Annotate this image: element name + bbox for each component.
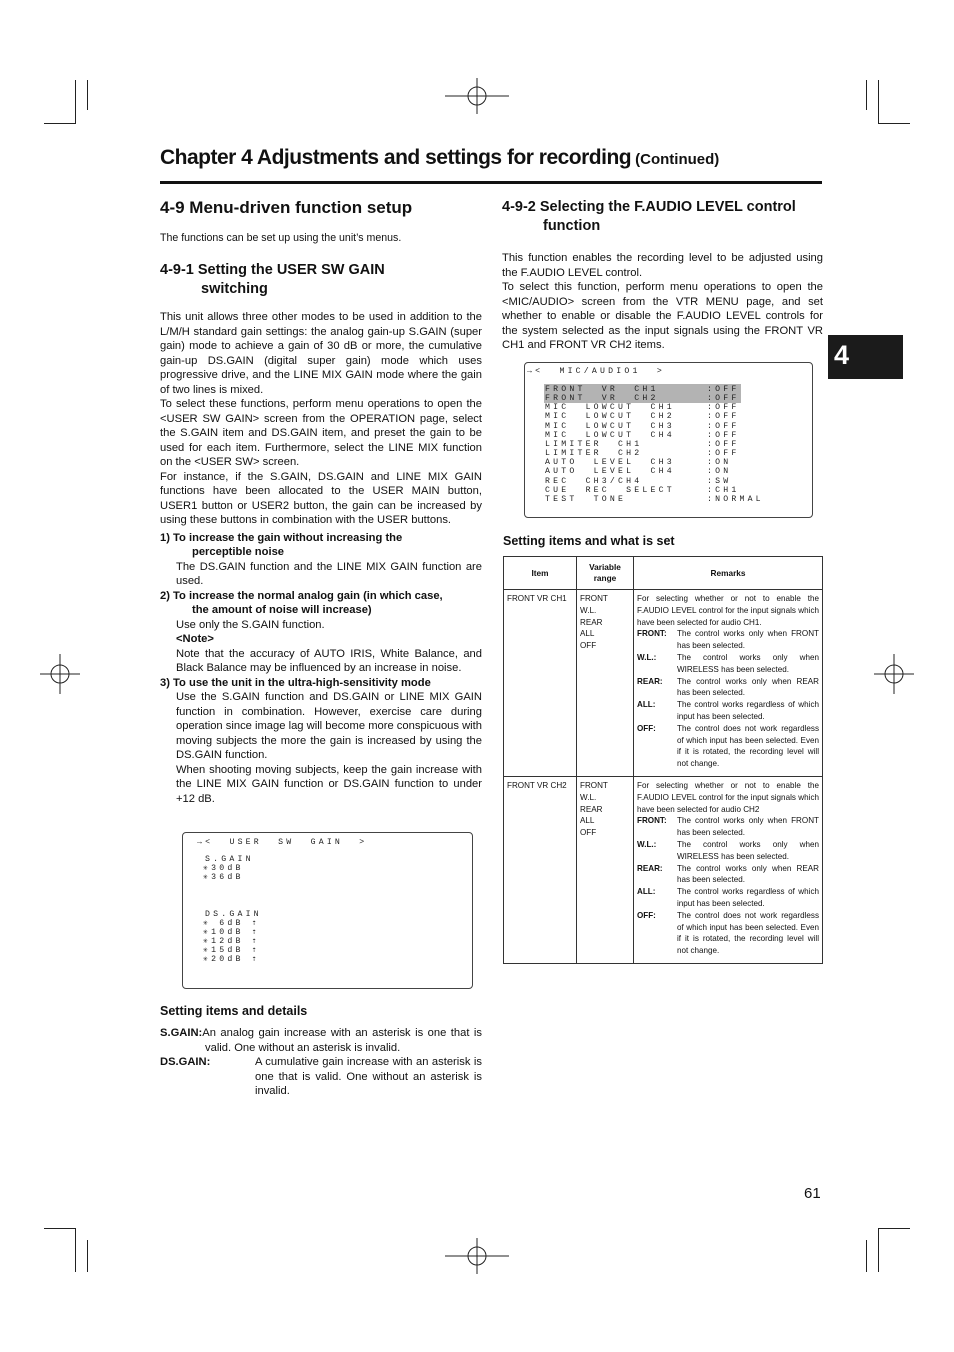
sgain-value: ✳36dB [203,873,244,882]
item1-heading-a: 1) To increase the gain without increasing the [160,531,403,544]
list-item [160,589,482,676]
detail-sgain-key: S.GAIN: [160,1027,203,1039]
range-option: FRONT [580,594,608,603]
range-option: OFF [580,828,597,838]
screen-row-item: MIC LOWCUT CH1 [545,403,675,413]
remark-key: OFF: [637,723,656,733]
remarks-intro: For selecting whether or not to enable the F.AUDIO LEVEL control for the input signals which have been selected for audio CH1. [637,594,819,627]
subsection-title-line1: 4-9-2 Selecting the F.AUDIO LEVEL control [502,199,796,215]
remark-entry [637,676,819,700]
remark-key: W.L.: [637,839,657,849]
screen-title: →< USER SW GAIN > [197,838,368,847]
range-option: OFF [580,641,597,651]
remarks-intro: For selecting whether or not to enable the F.AUDIO LEVEL control for the input signals which have been selected for audio CH2 [637,780,819,814]
screen-title: →< MIC/AUDIO1 > [527,367,665,376]
dsgain-value: ✳12dB ⇡ [203,937,260,946]
subsection-title-f-audio [502,198,823,236]
page-number: 61 [804,1185,821,1202]
right-column [502,198,823,353]
item1-heading-b: perceptible noise [192,546,285,558]
screen-row-item: REC CH3/CH4 [545,476,643,486]
item2-heading-a: 2) To increase the normal analog gain (in which case, [160,589,443,602]
cell-remarks [634,590,823,777]
subsection-title-line2: function [543,218,601,234]
chapter-title: Chapter 4 Adjustments and settings for recording [160,146,632,169]
screen-row-value: :SW [707,476,732,486]
left-column [160,198,482,806]
remark-key: ALL: [637,700,656,710]
screen-row-item: FRONT VR CH2 [545,394,659,404]
cell-item: FRONT VR CH1 [504,590,577,777]
range-option: REAR [580,804,603,814]
subsection-title-user-sw-gain [160,261,482,299]
screen-row-value: :OFF [707,449,740,459]
range-option: FRONT [580,780,608,790]
table-header-row [504,557,823,590]
item2-note-label: <Note> [176,633,214,645]
sgain-value: ✳30dB [203,864,244,873]
remark-key: W.L.: [637,652,657,662]
remark-key: FRONT: [637,816,667,826]
screen-row-item: AUTO LEVEL CH3 [545,458,675,468]
remark-entry [637,723,819,770]
paragraph-f-audio-intro: This function enables the recording level to be adjusted using the F.AUDIO LEVEL control. [502,252,823,279]
details-title: Setting items and details [160,1004,308,1018]
screen-row-item: LIMITER CH1 [545,439,643,449]
screen-row-item: MIC LOWCUT CH2 [545,412,675,422]
remark-text: The control works only when FRONT has been selected. [677,629,819,651]
range-option: W.L. [580,605,597,615]
cell-variable-range [577,776,634,963]
screen-row-item: TEST TONE [545,494,627,504]
item1-heading [160,531,482,560]
remark-text: The control works only when WIRELESS has been selected. [677,652,819,674]
remark-key: OFF: [637,910,656,920]
screen-row-item: LIMITER CH2 [545,449,643,459]
cell-variable-range [577,590,634,777]
registration-mark-bottom [445,1238,509,1274]
remark-key: REAR: [637,676,663,686]
paragraph-f-audio-select: To select this function, perform menu operations to open the <MIC/AUDIO> screen from the VTR MENU page, and set whether to enable or disable the F.AUDIO LEVEL controls for the system selected as the input signals using the FRONT VR CH1 and FRONT VR CH2 items. [502,281,823,351]
remark-entry [637,815,819,839]
remark-text: The control does not work regardless of which input has been selected. Even if it is rotated, the recording level will not change. [677,723,819,769]
screen-row-value: :ON [707,458,732,468]
item2-body: Use only the S.GAIN function. [176,618,325,631]
screen-row-value: :CH1 [707,485,740,495]
remark-key: ALL: [637,887,656,897]
screen-row-value: :OFF [707,385,740,394]
remark-entry [637,839,819,863]
screen-row-value: :OFF [707,430,740,440]
range-option: ALL [580,629,595,639]
item3-heading: 3) To use the unit in the ultra-high-sensitivity mode [160,676,431,689]
item3-body-1: Use the S.GAIN function and DS.GAIN or LINE MIX GAIN function in combination. However, exercise care during operation since image lag will become more conspicuous with moving subjects the more the gain is increased by using the DS.GAIN function. [176,691,482,761]
remark-text: The control works regardless of which input has been selected. [677,700,819,721]
setting-details [160,1004,482,1099]
dsgain-value: ✳10dB ⇡ [203,928,260,937]
remark-entry [637,699,819,723]
detail-dsgain-text: A cumulative gain increase with an asterisk is one that is valid. One without an asterisk is invalid. [255,1056,482,1097]
remark-text: The control does not work regardless of which input has been selected. Even if it is rotated, the recording level will not change. [677,910,819,956]
screen-row-value: :OFF [707,412,740,422]
screen-row-item: AUTO LEVEL CH4 [545,467,675,477]
dsgain-label: DS.GAIN [205,910,262,919]
cell-remarks [634,776,823,963]
registration-mark-left [40,654,80,694]
chapter-tab [828,335,903,379]
item2-heading [160,589,482,618]
header-remarks: Remarks [634,557,823,590]
item1-body: The DS.GAIN function and the LINE MIX GAIN function are used. [176,560,482,587]
section-intro: The functions can be set up using the unit’s menus. [160,232,402,244]
table-title: Setting items and what is set [503,534,675,548]
subsection-title-line1: 4-9-1 Setting the USER SW GAIN [160,262,385,278]
screen-row-value: :ON [707,467,732,477]
dsgain-value: ✳20dB ⇡ [203,955,260,964]
cell-item: FRONT VR CH2 [504,776,577,963]
screen-row-item: MIC LOWCUT CH4 [545,430,675,440]
remark-text: The control works only when WIRELESS has been selected. [677,839,819,861]
screen-row-item: MIC LOWCUT CH3 [545,421,675,431]
table-row [504,590,823,777]
detail-sgain [160,1026,482,1055]
continued-label: (Continued) [635,151,720,168]
range-option: REAR [580,617,603,627]
sgain-label: S.GAIN [205,855,254,864]
screen-row-value: :OFF [707,421,740,431]
remark-entry [637,910,819,957]
header-item: Item [504,557,577,590]
paragraph-instance: For instance, if the S.GAIN, DS.GAIN and LINE MIX GAIN functions have been allocated to the USER MAIN button, USER1 button or USER2 button, the gain can be increased by using these buttons in combination with the USER buttons. [160,470,482,526]
screen-row-value: :OFF [707,403,740,413]
remark-entry [637,652,819,676]
screen-row-item: CUE REC SELECT [545,485,675,495]
range-option: ALL [580,816,595,826]
registration-mark-right [874,654,914,694]
list-item [160,531,482,589]
remark-text: The control works only when REAR has been selected. [677,676,819,698]
item2-note: Note that the accuracy of AUTO IRIS, White Balance, and Black Balance may be influenced by an increase in noise. [176,647,482,674]
header-variable-range: Variable range [577,557,634,590]
remark-text: The control works only when REAR has been selected. [677,863,819,885]
settings-table [503,556,823,964]
remark-text: The control works regardless of which input has been selected. [677,887,819,908]
screen-row-value: :NORMAL [707,494,764,504]
paragraph-select: To select these functions, perform menu operations to open the <USER SW GAIN> screen from the OPERATION page, select the S.GAIN item and DS.GAIN item, and preset the gain to be used for each item. Furthermore, select the LINE MIX function on the <USER SW> screen. [160,398,482,468]
chapter-tab-number: 4 [834,340,850,370]
paragraph-modes: This unit allows three other modes to be used in addition to the L/M/H standard gain settings: the analog gain-up S.GAIN (super gain) mode to achieve a gain of 30 dB or more, the cumulative gain-up DS.GAIN (digital super gain) mode which uses progressive drive, and the LINE MIX GAIN mode where the gain of two lines is mixed. [160,311,482,396]
remark-entry [637,628,819,652]
remark-key: FRONT: [637,629,667,639]
chapter-header [160,146,822,184]
screen-row-item: FRONT VR CH1 [545,385,659,394]
screen-row-value: :OFF [707,394,740,404]
list-item [160,676,482,807]
remark-entry [637,863,819,887]
section-title: 4-9 Menu-driven function setup [160,198,413,217]
mic-audio-screen [524,362,813,518]
remark-text: The control works only when FRONT has been selected. [677,816,819,838]
detail-sgain-text: An analog gain increase with an asterisk is one that is valid. One without an asterisk is invalid. [202,1027,482,1054]
remark-entry [637,886,819,910]
dsgain-value: ✳ 6dB ⇡ [203,919,260,928]
detail-dsgain [160,1055,482,1099]
subsection-title-line2: switching [201,281,268,297]
item2-heading-b: the amount of noise will increase) [192,604,372,616]
item3-body-2: When shooting moving subjects, keep the gain increase with the LINE MIX GAIN function or DS.GAIN function to under +12 dB. [176,763,482,805]
user-sw-gain-screen [182,832,473,989]
dsgain-value: ✳15dB ⇡ [203,946,260,955]
range-option: W.L. [580,792,597,802]
screen-row-value: :OFF [707,439,740,449]
remark-key: REAR: [637,863,663,873]
table-row [504,776,823,963]
registration-mark-top [445,78,509,114]
detail-dsgain-key: DS.GAIN: [160,1056,211,1068]
